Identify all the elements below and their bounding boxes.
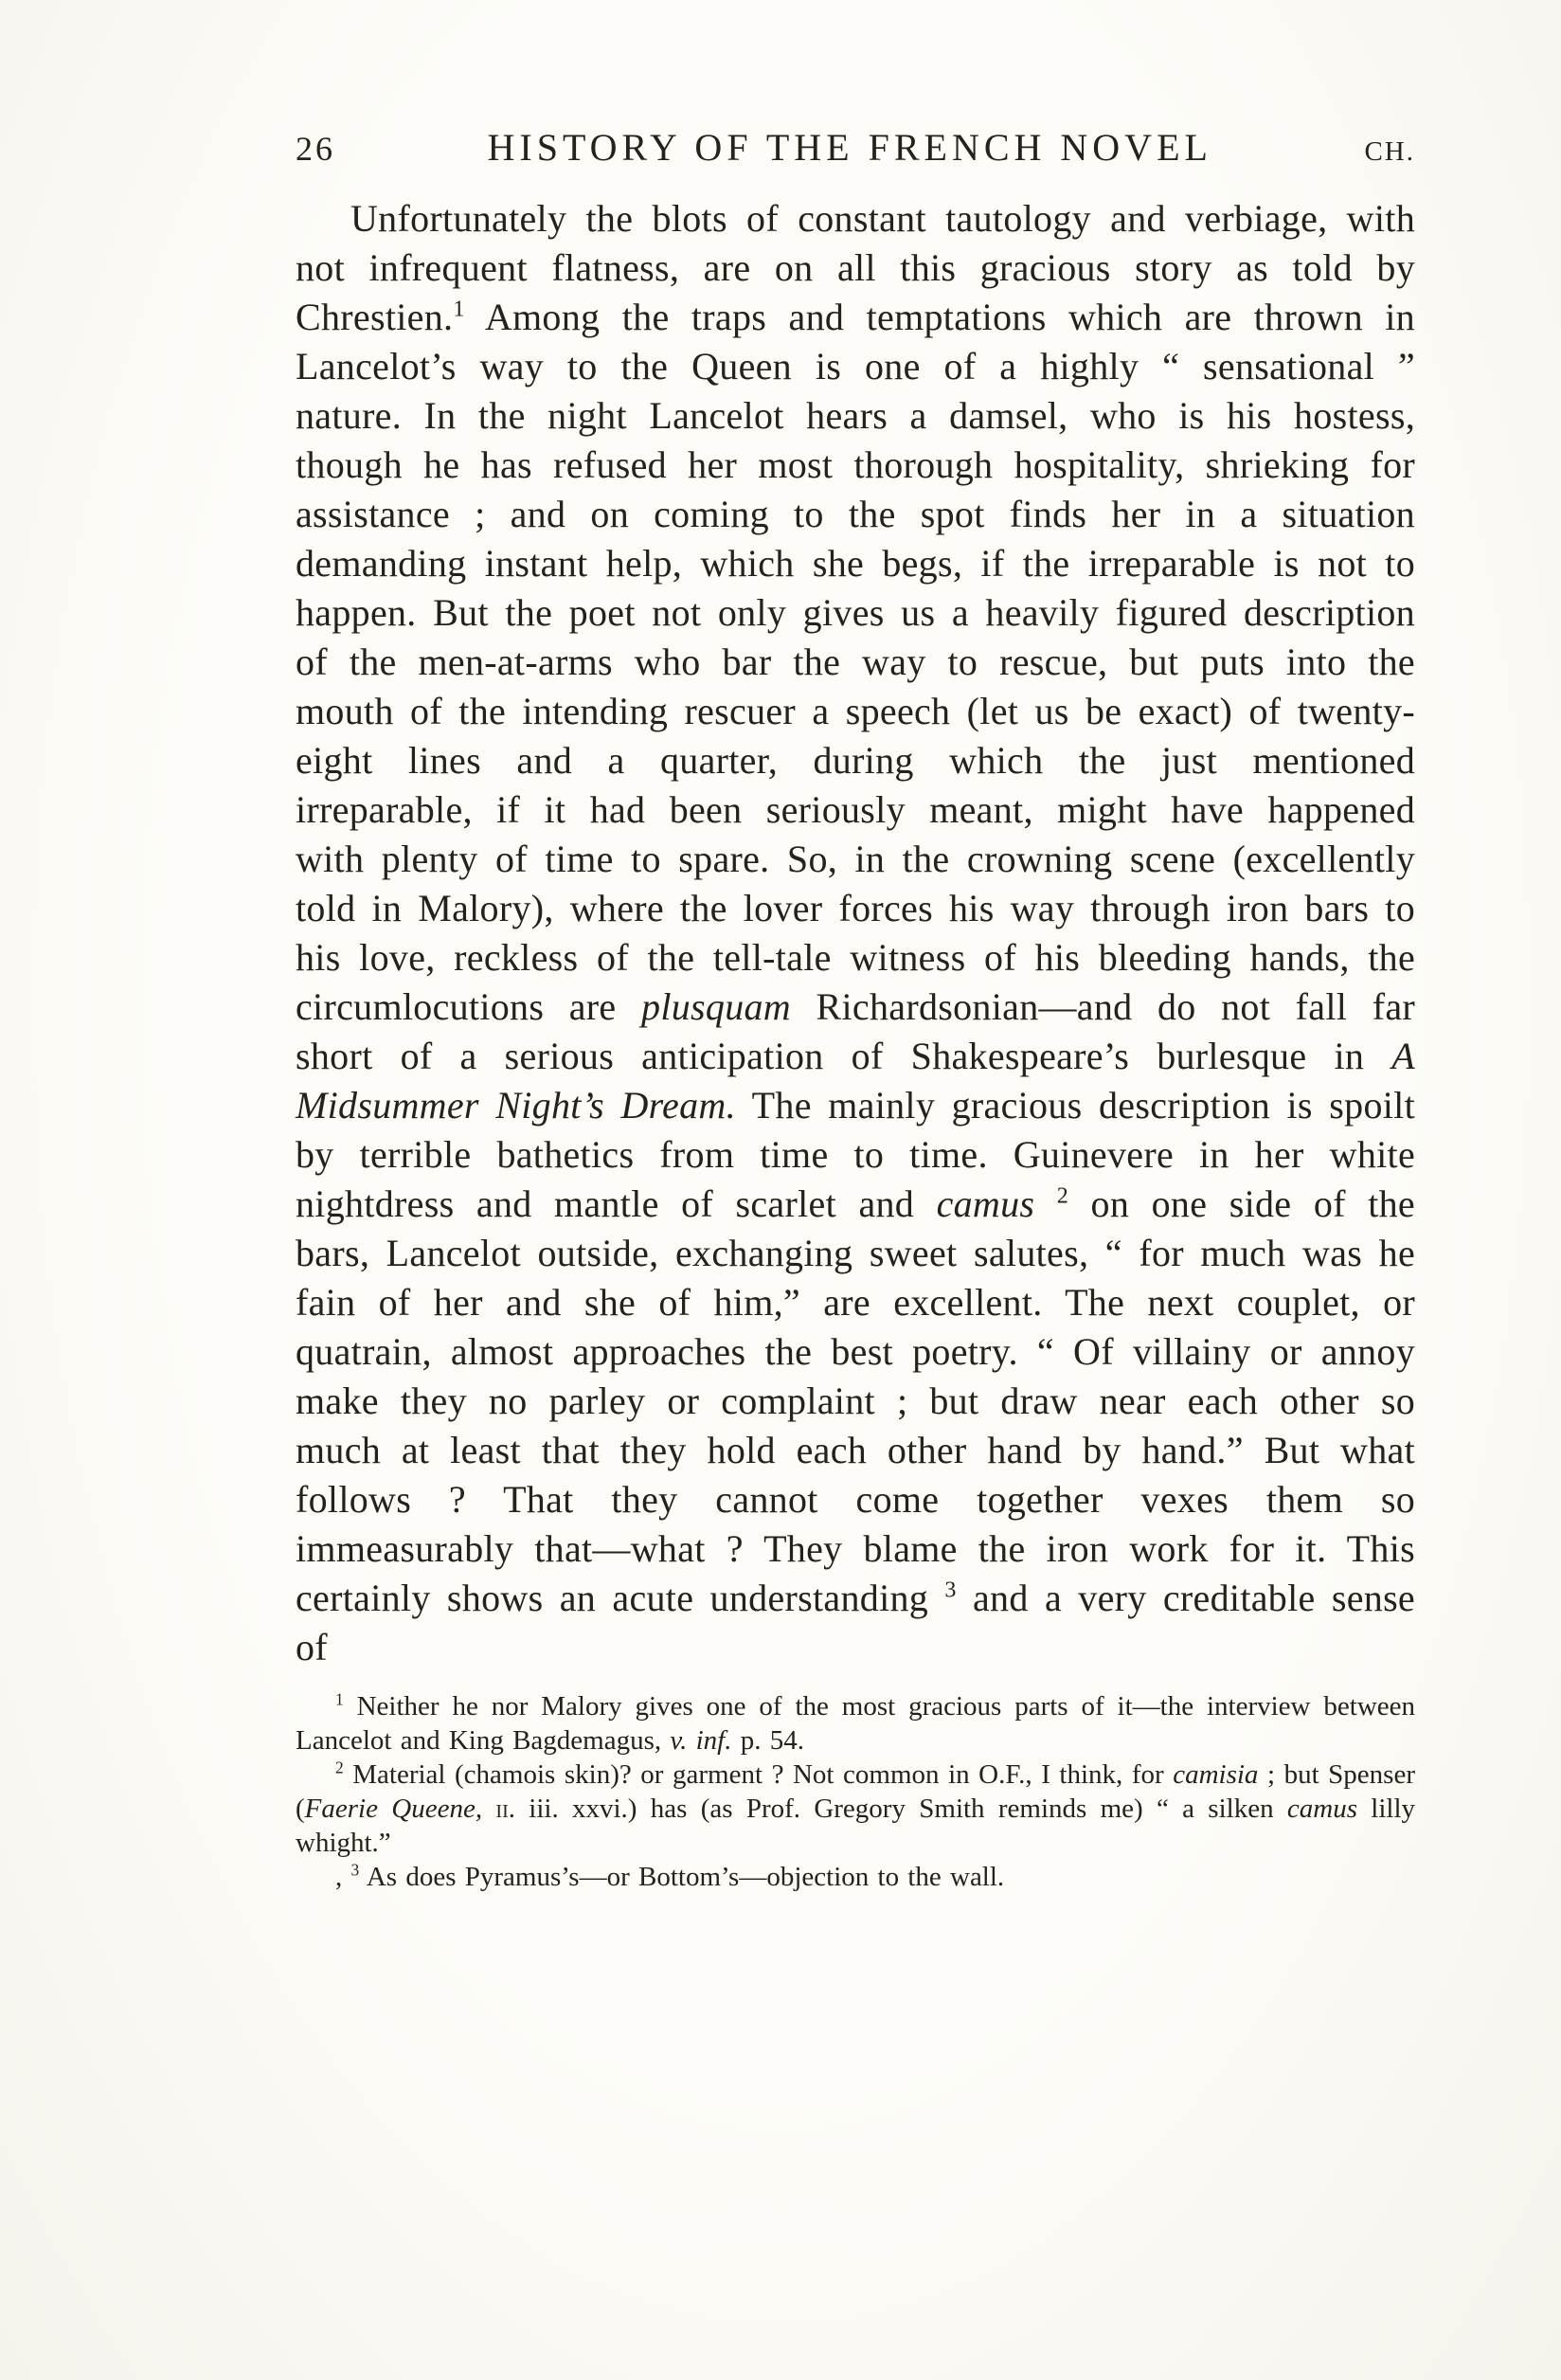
running-title: HISTORY OF THE FRENCH NOVEL — [487, 126, 1212, 169]
text-run — [1034, 1182, 1056, 1225]
text-run: lilly whight.” — [296, 1794, 1416, 1858]
body-paragraph — [296, 194, 1415, 1672]
text-run: The mainly gracious description is spoilt by terrible bathetics from time to time. Guinevere in her white nightdress and mantle of scarlet and — [296, 1084, 1415, 1225]
footnotes-block — [296, 1689, 1415, 1894]
text-run: ; but Spenser ( — [296, 1759, 1415, 1824]
text-run: Material (chamois skin)? or garment ? Not common in O.F., I think, for — [343, 1759, 1174, 1790]
running-header — [296, 125, 1415, 170]
footnote-reference: 3 — [944, 1578, 957, 1603]
text-run: plusquam — [641, 985, 791, 1028]
text-run: Neither he nor Malory gives one of the most gracious parts of it—the interview between Lancelot and King Bagdemagus, — [296, 1691, 1415, 1756]
footnote-3 — [296, 1860, 1415, 1894]
footnote-reference: 1 — [453, 297, 465, 322]
footnote-2 — [296, 1758, 1415, 1860]
text-run — [482, 1794, 495, 1824]
text-run: iii. xxvi.) has (as Prof. Gregory Smith reminds me) “ a silken — [514, 1794, 1287, 1824]
text-run: on one side of the bars, Lancelot outside, exchanging sweet salutes, “ for much was he fain of her and she of him,” are excellent. The next couplet, or quatrain, almost approaches the best poetry. “ Of villainy or annoy make they no parley or complaint ; but draw near each other so much at least that they hold each other hand by hand.” But what follows ? That they cannot come together vexes them so immeasurably that—what ? They blame the iron work for it. This certainly shows an acute understanding — [296, 1182, 1415, 1619]
text-column — [296, 125, 1415, 1894]
text-run: Richardsonian—and do not fall far short of a serious anticipation of Shakespeare’s burlesque in — [296, 985, 1415, 1077]
text-run: v. inf. — [670, 1725, 732, 1756]
text-run: A Midsummer Night’s Dream. — [296, 1035, 1415, 1127]
footnote-reference: 1 — [335, 1689, 344, 1709]
footnote-reference: 3 — [350, 1860, 360, 1880]
text-run: As does Pyramus’s—or Bottom’s—objection to the wall. — [359, 1862, 1005, 1892]
text-run: , — [335, 1862, 351, 1892]
text-run: camisia — [1173, 1759, 1259, 1790]
footnote-reference: 2 — [1056, 1183, 1069, 1209]
text-run: p. 54. — [731, 1725, 804, 1756]
text-run: Faerie Queene, — [304, 1794, 483, 1824]
text-run: Unfortunately the blots of constant tautology and verbiage, with not infrequent flatness, are on all this gracious story as told by Chrestien. — [296, 197, 1415, 338]
text-run: and a very creditable sense of — [296, 1577, 1415, 1668]
text-run: ii. — [495, 1794, 515, 1824]
text-run: camus — [936, 1182, 1035, 1225]
text-run: Among the traps and temptations which are thrown in Lancelot’s way to the Queen is one of a highly “ sensational ” nature. In the night Lancelot hears a damsel, who is his hostess, though he has refused her most thorough hospitality, shrieking for assistance ; and on coming to the spot finds her in a situation demanding instant help, which she begs, if the irreparable is not to happen. But the poet not only gives us a heavily figured description of the men-at-arms who bar the way to rescue, but puts into the mouth of the intending rescuer a speech (let us be exact) of twenty-eight lines and a quarter, during which the just mentioned irreparable, if it had been seriously meant, might have happened with plenty of time to spare. So, in the crowning scene (excellently told in Malory), where the lover forces his way through iron bars to his love, reckless of the tell-tale witness of his bleeding hands, the circumlocutions are — [296, 296, 1415, 1028]
page-number: 26 — [296, 130, 335, 168]
chapter-marker: CH. — [1364, 136, 1415, 167]
footnote-1 — [296, 1689, 1415, 1758]
text-run: camus — [1286, 1794, 1357, 1824]
footnote-reference: 2 — [335, 1758, 344, 1777]
